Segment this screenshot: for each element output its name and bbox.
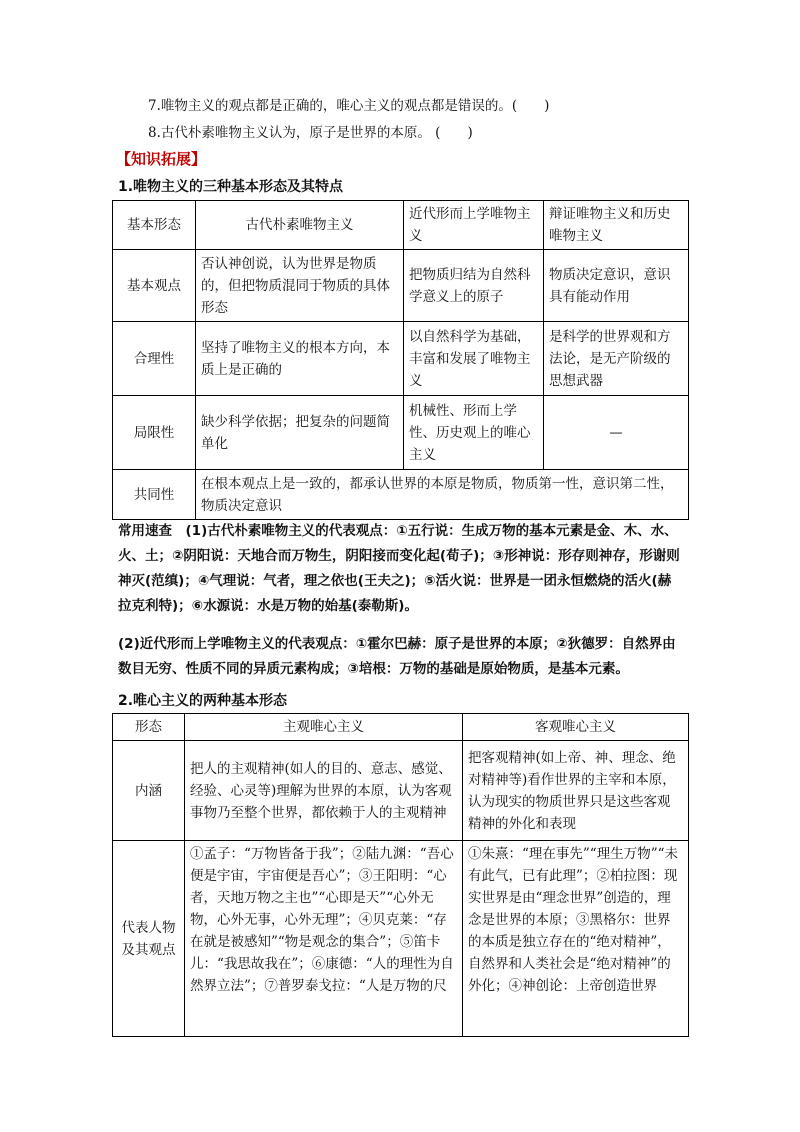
table-cell: 物质决定意识，意识具有能动作用 [544, 250, 689, 322]
table-header-cell: 主观唯心主义 [185, 714, 463, 741]
table-row [113, 322, 689, 396]
idealism-table [112, 713, 689, 1037]
quick-ref-para-2: (2)近代形而上学唯物主义的代表观点：①霍尔巴赫：原子是世界的本原；②狄德罗：自然界由数目无穷、性质不同的异质元素构成；③培根：万物的基础是原始物质，是基本元素。 [118, 636, 676, 677]
table-cell: 把物质归结为自然科学意义上的原子 [404, 250, 544, 322]
table-header-row [113, 714, 689, 741]
row-label: 代表人物及其观点 [113, 841, 185, 1037]
row-label: 共同性 [113, 470, 196, 520]
table-row [113, 741, 689, 841]
table-cell: 把客观精神(如上帝、神、理念、绝对精神等)看作世界的主宰和本原，认为现实的物质世界只是这些客观精神的外化和表现 [463, 741, 689, 841]
table-row [113, 250, 689, 322]
table-cell: ①孟子：“万物皆备于我”；②陆九渊：“吾心便是宇宙，宇宙便是吾心”；③王阳明：“心者，天地万物之主也”“心即是天”“心外无物，心外无事，心外无理”；④贝克莱：“存在就是被感知”“物是观念的集合”；⑤笛卡儿：“我思故我在”；⑥康德：“人的理性为自然界立法”；⑦普罗泰戈拉：“人是万物的尺 [185, 841, 463, 1037]
question-7: 7.唯物主义的观点都是正确的，唯心主义的观点都是错误的。( ) [148, 98, 550, 114]
section-title: 【知识拓展】 [116, 150, 207, 168]
table-header-cell: 近代形而上学唯物主义 [404, 201, 544, 250]
table-row [113, 470, 689, 520]
question-8: 8.古代朴素唯物主义认为，原子是世界的本原。 ( ) [148, 125, 473, 141]
table-cell: 以自然科学为基础，丰富和发展了唯物主义 [404, 322, 544, 396]
row-label: 基本观点 [113, 250, 196, 322]
table-cell: ①朱熹：“理在事先”“理生万物”“未有此气，已有此理”；②柏拉图：现实世界是由“理念世界”创造的，理念是世界的本原；③黑格尔：世界的本质是独立存在的“绝对精神”，自然界和人类社会是“绝对精神”的外化；④神创论：上帝创造世界 [463, 841, 689, 1037]
table-cell: 机械性、形而上学性、历史观上的唯心主义 [404, 396, 544, 470]
row-label: 局限性 [113, 396, 196, 470]
quick-ref-text-1: (1)古代朴素唯物主义的代表观点：①五行说：生成万物的基本元素是金、木、水、火、土；②阴阳说：天地合而万物生，阴阳接而变化起(荀子)；③形神说：形存则神存，形谢则神灭(范缜)；④气理说：气者，理之依也(王夫之)；⑤活火说：世界是一团永恒燃烧的活火(赫拉克利特)；⑥水源说：水是万物的始基(泰勒斯)。 [118, 523, 680, 614]
table-header-cell: 客观唯心主义 [463, 714, 689, 741]
table-header-cell: 基本形态 [113, 201, 196, 250]
quick-ref-para-1 [118, 519, 684, 619]
table1-title: 1.唯物主义的三种基本形态及其特点 [118, 179, 344, 195]
table-cell: 否认神创说，认为世界是物质的，但把物质混同于物质的具体形态 [196, 250, 404, 322]
table2-title: 2.唯心主义的两种基本形态 [118, 693, 288, 709]
row-label: 合理性 [113, 322, 196, 396]
row-label: 内涵 [113, 741, 185, 841]
table-row [113, 841, 689, 1037]
table-cell: 坚持了唯物主义的根本方向，本质上是正确的 [196, 322, 404, 396]
materialism-table [112, 200, 689, 520]
table-header-cell: 古代朴素唯物主义 [196, 201, 404, 250]
table-cell-merged: 在根本观点上是一致的，都承认世界的本原是物质，物质第一性，意识第二性，物质决定意识 [196, 470, 689, 520]
table-cell: — [544, 396, 689, 470]
table-row [113, 396, 689, 470]
quick-ref-label: 常用速查 [118, 523, 172, 539]
table-header-cell: 形态 [113, 714, 185, 741]
table-header-cell: 辩证唯物主义和历史唯物主义 [544, 201, 689, 250]
table-cell: 是科学的世界观和方法论，是无产阶级的思想武器 [544, 322, 689, 396]
table-cell: 缺少科学依据；把复杂的问题简单化 [196, 396, 404, 470]
table-cell: 把人的主观精神(如人的目的、意志、感觉、经验、心灵等)理解为世界的本原，认为客观事物乃至整个世界，都依赖于人的主观精神 [185, 741, 463, 841]
table-header-row [113, 201, 689, 250]
